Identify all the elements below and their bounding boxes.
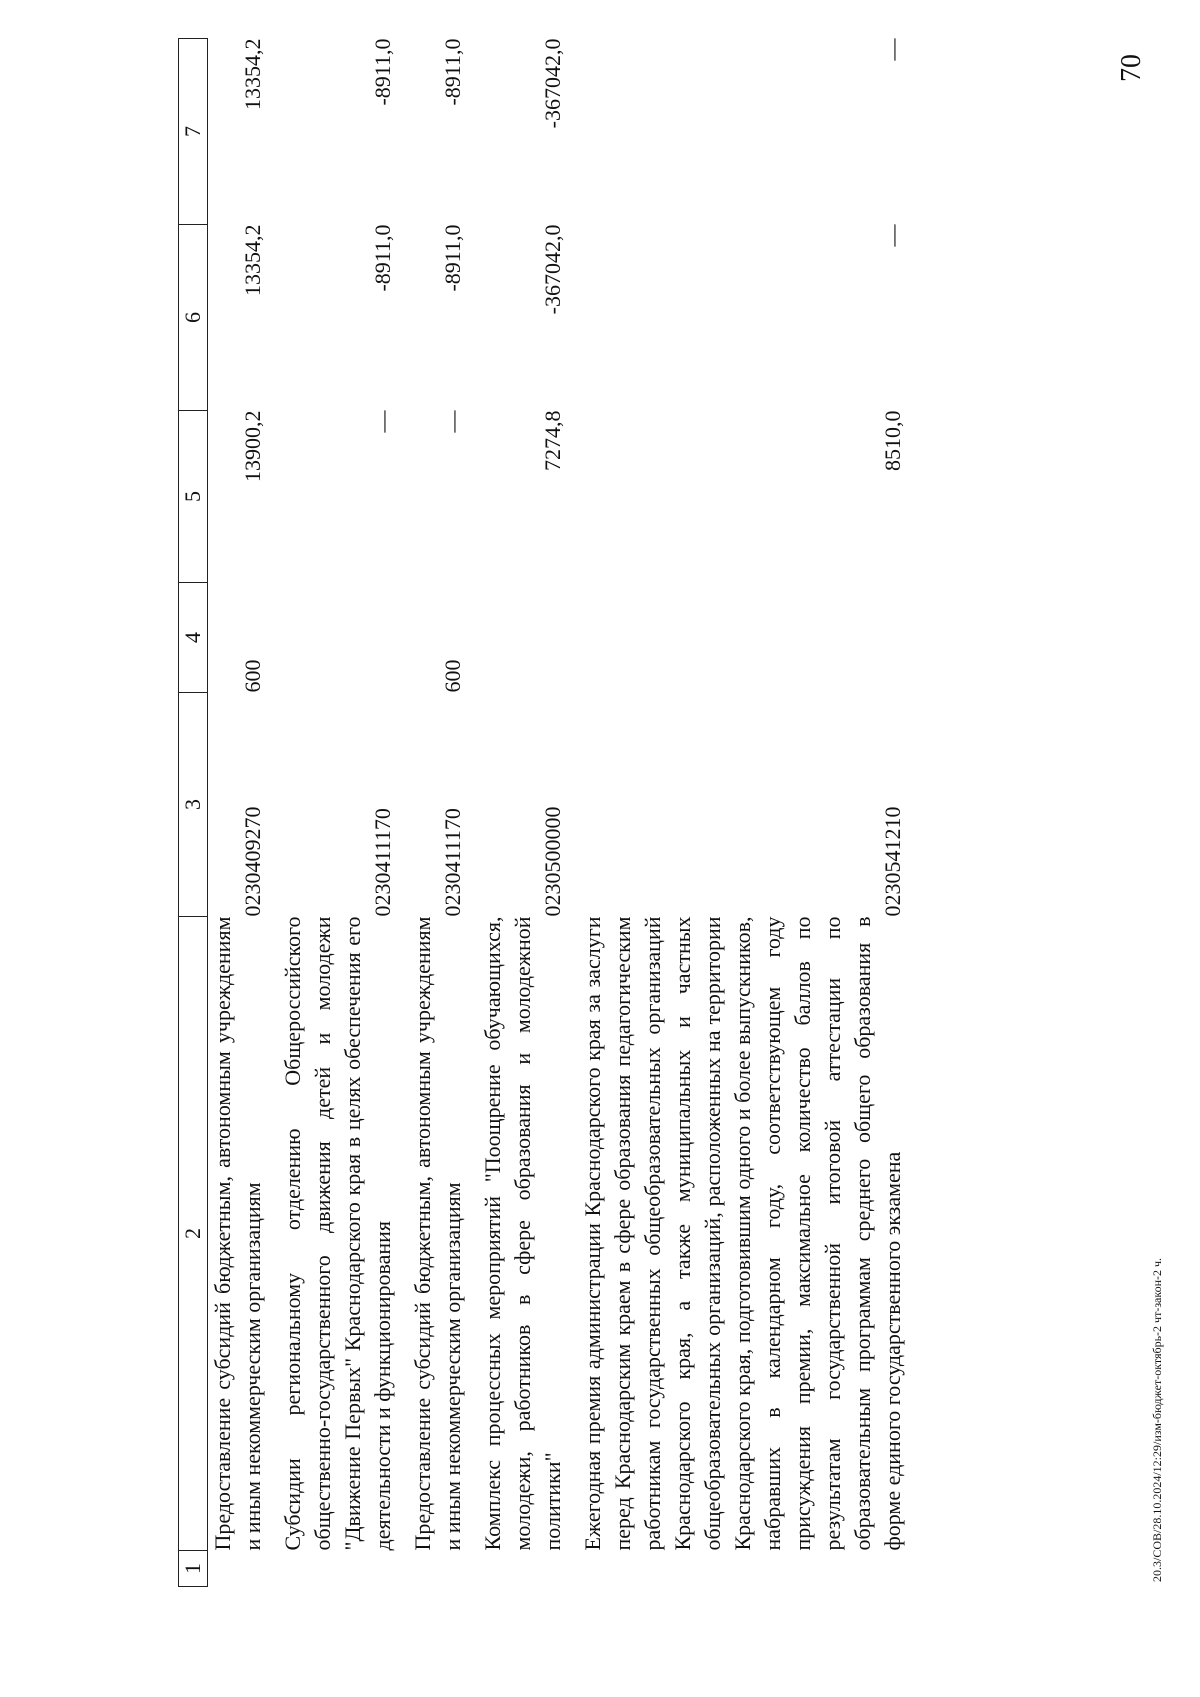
row-col6: -8911,0 [440, 224, 465, 292]
row-col6: -8911,0 [370, 224, 395, 292]
budget-table [178, 38, 918, 1587]
row-col5: — [370, 410, 395, 433]
row-col6: — [880, 224, 905, 247]
row-col7: — [880, 38, 905, 61]
footer-reference: 20.3/СОВ/28.10.2024/12:29/изм-бюджет-октябрь-2 чт-закон-2 ч. [1150, 1257, 1164, 1582]
row-code: 0230500000 [540, 806, 565, 917]
row-col6: -367042,0 [540, 224, 565, 315]
row-spacer [208, 1551, 279, 1587]
table-row [208, 39, 279, 1587]
row-col7: 13354,2 [240, 38, 265, 110]
table-row [408, 39, 478, 1587]
row-type [578, 583, 918, 693]
header-col-4: 4 [179, 583, 208, 693]
row-col5: 8510,0 [880, 410, 905, 471]
row-code: 0230541210 [880, 806, 905, 917]
header-row [179, 39, 208, 1587]
header-col-2: 2 [179, 917, 208, 1551]
row-description: Комплекс процессных мероприятий "Поощрение обучающихся, молодежи, работников в сфере образования и молодежной политики" [480, 916, 565, 1551]
row-spacer [408, 1551, 478, 1587]
row-description: Предоставление субсидий бюджетным, автономным учреждениям и иным некоммерческим организациям [410, 916, 465, 1551]
row-col5: 13900,2 [240, 410, 265, 482]
row-type: 600 [240, 659, 265, 693]
row-spacer [478, 1551, 578, 1587]
row-col5: 7274,8 [540, 410, 565, 471]
row-type [278, 583, 408, 693]
page-number: 70 [1116, 54, 1147, 82]
row-code: 0230411170 [440, 808, 465, 917]
header-col-6: 6 [179, 225, 208, 411]
row-description: Предоставление субсидий бюджетным, автономным учреждениям и иным некоммерческим организациям [210, 916, 265, 1551]
row-col7: -367042,0 [540, 38, 565, 129]
header-col-1: 1 [179, 1551, 208, 1587]
table-row [578, 39, 918, 1587]
table-row [478, 39, 578, 1587]
row-spacer [578, 1551, 918, 1587]
row-type [478, 583, 578, 693]
row-col5: — [440, 410, 465, 433]
header-col-3: 3 [179, 693, 208, 917]
row-spacer [278, 1551, 408, 1587]
row-col6: 13354,2 [240, 224, 265, 296]
table-row [278, 39, 408, 1587]
row-code: 0230411170 [370, 808, 395, 917]
header-col-5: 5 [179, 411, 208, 583]
row-col7: -8911,0 [370, 38, 395, 106]
row-col7: -8911,0 [440, 38, 465, 106]
row-description: Субсидии региональному отделению Общероссийского общественно-государственного движения детей и молодежи "Движение Первых" Краснодарского края в целях обеспечения его деятельности и функционирования [280, 916, 395, 1551]
row-code: 0230409270 [240, 806, 265, 917]
row-description: Ежегодная премия администрации Краснодарского края за заслуги перед Краснодарским краем в сфере образования педагогическим работникам государственных общеобразовательных организаций Краснодарского края, а также муниципальных и частных общеобразовательных организаций, расположенных на территории Краснодарского края, подготовившим одного и более выпускников, набравших в календарном году, соответствующем году присуждения премии, максимальное количество баллов по результатам государственной итоговой аттестации по образовательным программам среднего общего образования в форме единого государственного экзамена [580, 916, 905, 1551]
row-type: 600 [440, 659, 465, 693]
header-col-7: 7 [179, 39, 208, 225]
